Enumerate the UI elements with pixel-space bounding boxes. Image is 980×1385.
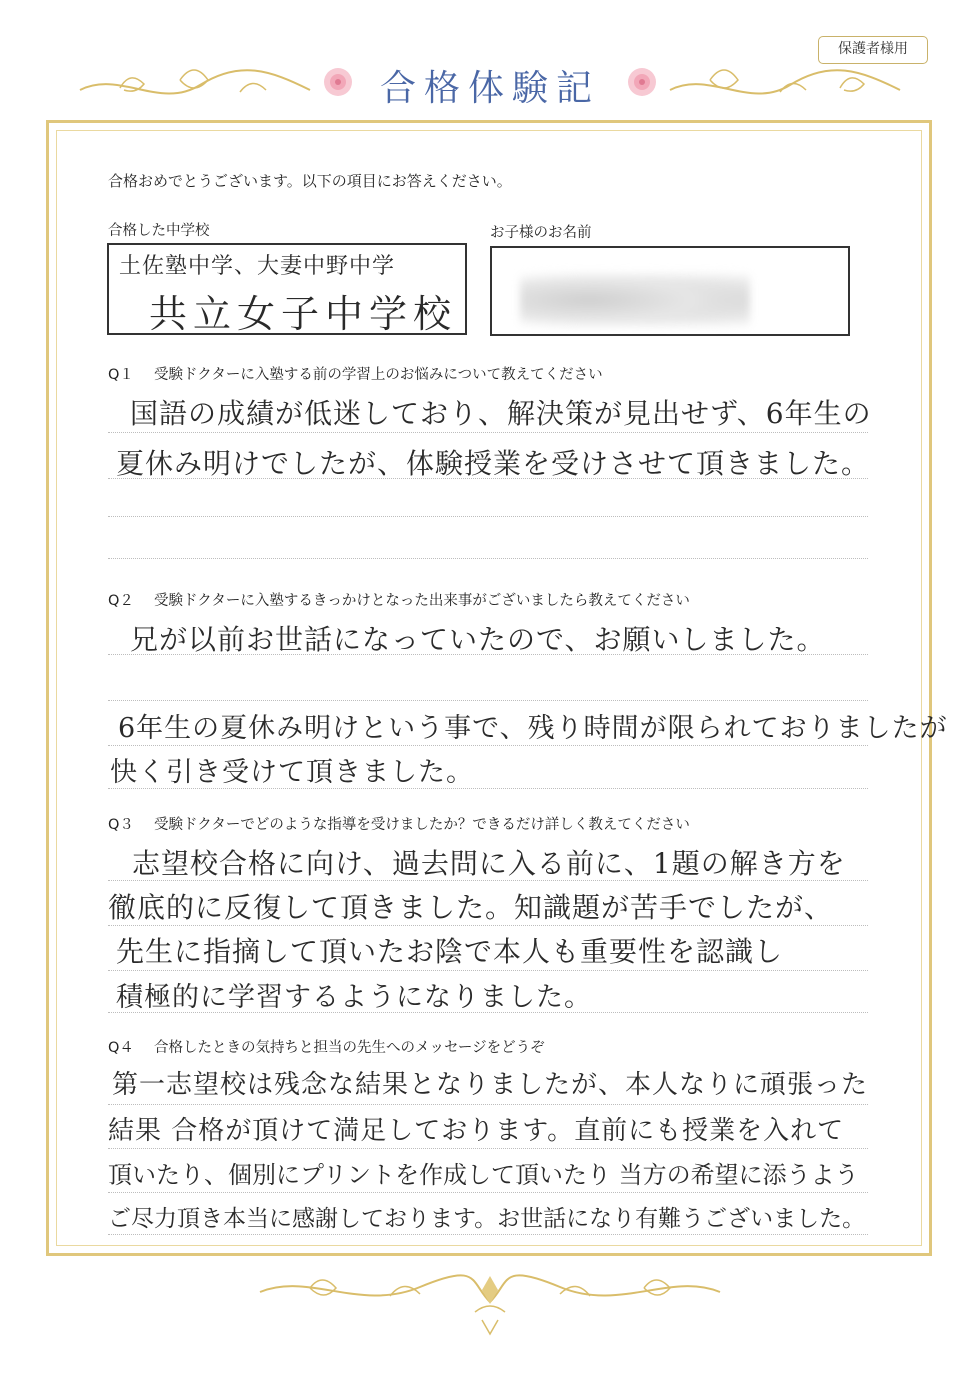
answer-line: 先生に指摘して頂いたお陰で本人も重要性を認識し [116,935,784,968]
answer-rule [108,1234,868,1235]
question-number: Q１ [108,367,134,383]
answer-rule [108,1104,868,1105]
child-name-label: お子様のお名前 [490,225,592,241]
question-number: Q３ [108,817,134,833]
answer-line: 夏休み明けでしたが、体験授業を受けさせて頂きました。 [116,447,871,480]
answer-line: 兄が以前お世話になっていたので、お願いしました。 [130,623,826,656]
answer-line: 快く引き受けて頂きました。 [110,757,474,788]
answer-line: 志望校合格に向け、過去問に入る前に、1題の解き方を [132,847,846,880]
school-line-1: 土佐塾中学、大妻中野中学 [119,254,396,279]
question-4 [108,1036,545,1057]
answer-line: 結果 合格が頂けて満足しております。直前にも授業を入れて [108,1116,845,1146]
page-title: 合格体験記 [379,68,600,109]
question-text: 合格したときの気持ちと担当の先生へのメッセージをどうぞ [154,1040,545,1056]
answer-line: 徹底的に反復して頂きました。知識題が苦手でしたが、 [108,891,834,924]
question-text: 受験ドクターでどのような指導を受けましたか？できるだけ詳しく教えてください [154,817,690,833]
header-ornament [60,50,920,120]
answer-line: ご尽力頂き本当に感謝しております。お世話になり有難うございました。 [108,1206,866,1232]
answer-rule [108,432,868,433]
answer-line: 積極的に学習するようになりました。 [116,982,592,1013]
answer-line: 国語の成績が低迷しており、解決策が見出せず、6年生の [130,397,872,430]
answer-rule [108,970,868,971]
question-text: 受験ドクターに入塾する前の学習上のお悩みについて教えてください [154,367,603,383]
school-label: 合格した中学校 [108,223,210,239]
question-text: 受験ドクターに入塾するきっかけとなった出来事がございましたら教えてください [154,593,690,609]
question-2 [108,589,690,610]
school-box[interactable] [107,243,467,335]
question-number: Q４ [108,1040,134,1056]
question-number: Q２ [108,593,134,609]
answer-rule [108,516,868,517]
answer-rule [108,1192,868,1193]
question-3 [108,813,690,834]
question-1 [108,363,603,384]
intro-text: 合格おめでとうございます。以下の項目にお答えください。 [108,172,512,190]
bottom-flourish-icon [250,1262,730,1342]
answer-rule [108,700,868,701]
recipient-badge: 保護者様用 [818,36,928,64]
answer-rule [108,1148,868,1149]
redacted-name [520,270,750,330]
answer-rule [108,558,868,559]
school-line-2: 共立女子中学校 [149,292,458,336]
answer-rule [108,745,868,746]
answer-line: 頂いたり、個別にプリントを作成して頂いたり 当方の希望に添うよう [108,1161,859,1189]
answer-line: 6年生の夏休み明けという事で、残り時間が限られておりましたが [118,713,948,744]
answer-line: 第一志望校は残念な結果となりましたが、本人なりに頑張った [112,1070,869,1100]
